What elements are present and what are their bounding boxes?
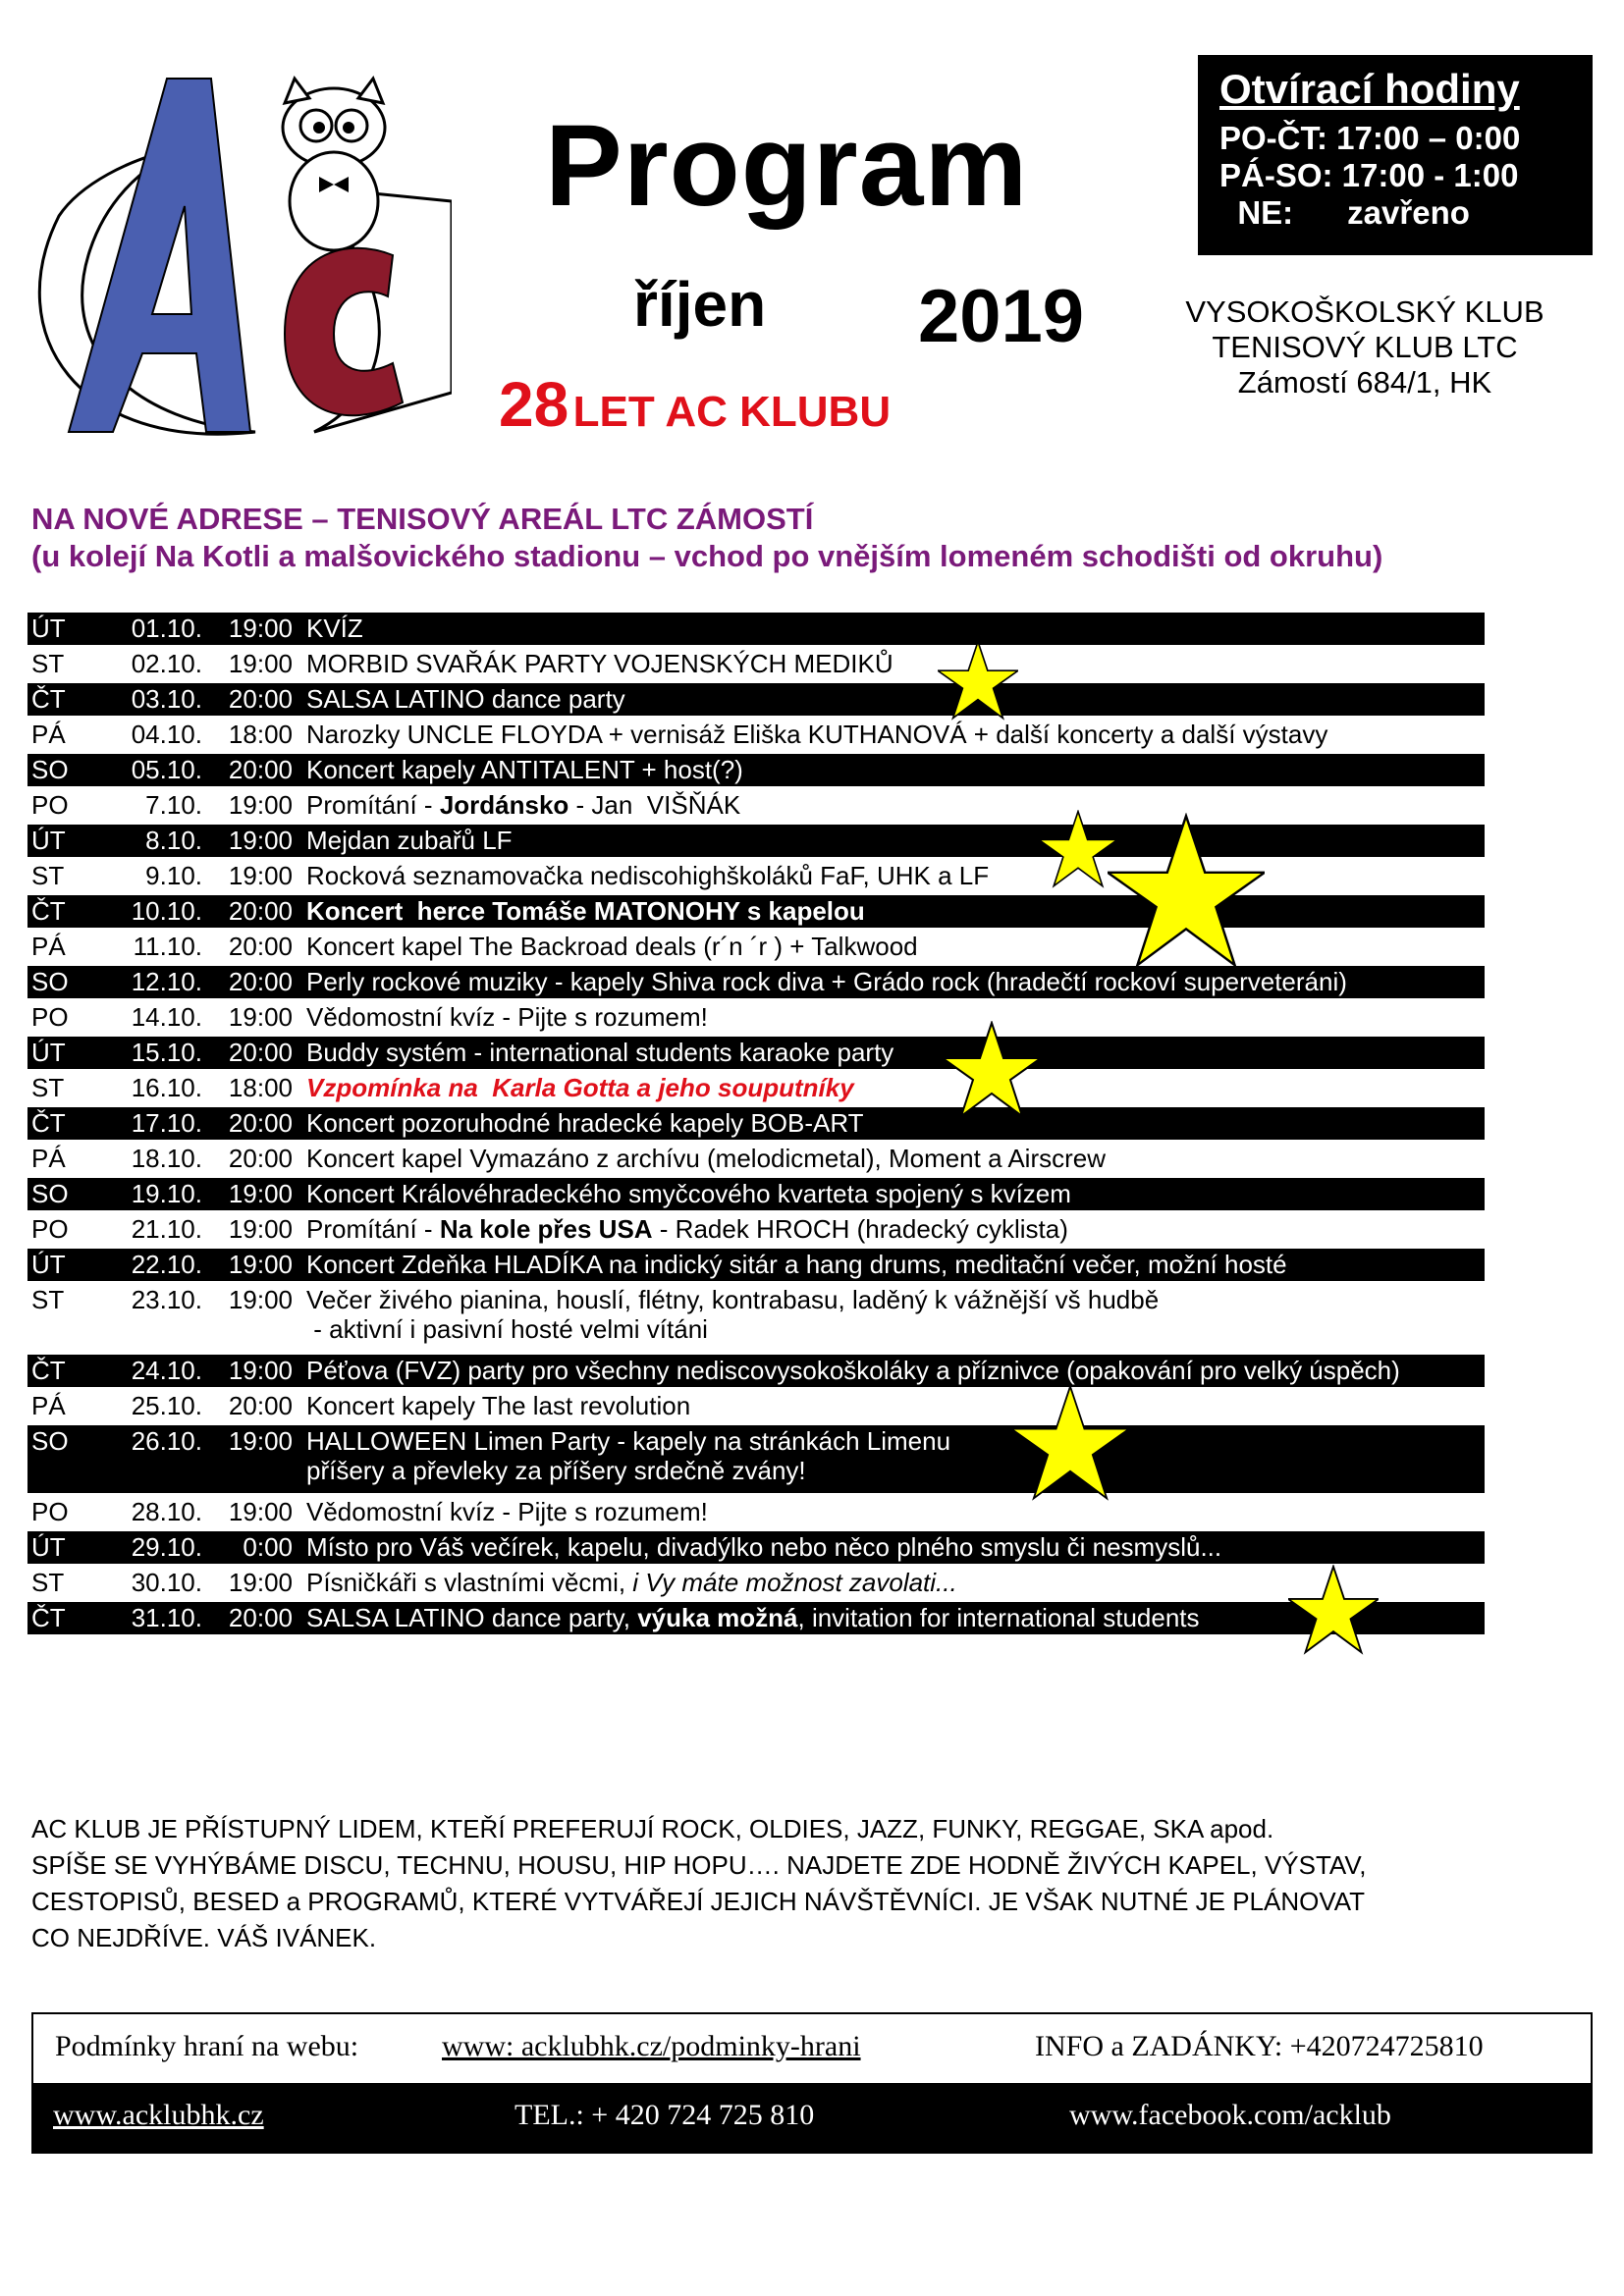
schedule-row bbox=[27, 1104, 1485, 1140]
row-time: 20:00 bbox=[228, 1108, 293, 1138]
row-event: Narozky UNCLE FLOYDA + vernisáž Eliška KUTHANOVÁ + další koncerty a další výstavy bbox=[306, 720, 1328, 749]
event-text: Promítání - bbox=[306, 790, 440, 820]
schedule-row bbox=[27, 1564, 1485, 1599]
row-event: Koncert kapel The Backroad deals (r´n ´r ) + Talkwood bbox=[306, 932, 918, 961]
star-icon bbox=[1288, 1565, 1379, 1655]
row-time: 19:00 bbox=[228, 614, 293, 643]
row-time: 19:00 bbox=[228, 649, 293, 678]
row-date: 9.10. bbox=[145, 861, 202, 890]
row-day: SO bbox=[31, 755, 69, 784]
row-day: SO bbox=[31, 1426, 69, 1456]
conditions-label: Podmínky hraní na webu: bbox=[55, 2030, 359, 2062]
hours-weekend: PÁ-SO: 17:00 - 1:00 bbox=[1219, 157, 1519, 193]
footer-box bbox=[31, 2012, 1593, 2154]
schedule-row bbox=[27, 998, 1485, 1034]
row-date: 7.10. bbox=[145, 790, 202, 820]
month-label: říjen bbox=[633, 269, 767, 340]
schedule-row bbox=[27, 1493, 1485, 1528]
schedule-row bbox=[27, 1210, 1485, 1246]
row-time: 19:00 bbox=[228, 861, 293, 890]
schedule-row bbox=[27, 1599, 1485, 1634]
schedule-row bbox=[27, 610, 1485, 645]
row-event: Vědomostní kvíz - Pijte s rozumem! bbox=[306, 1497, 708, 1526]
schedule-row bbox=[27, 822, 1485, 857]
website-link[interactable]: www.acklubhk.cz bbox=[53, 2099, 264, 2131]
conditions-link[interactable]: www: acklubhk.cz/podminky-hrani bbox=[442, 2030, 861, 2062]
row-day: PO bbox=[31, 790, 69, 820]
schedule-row bbox=[27, 1246, 1485, 1281]
row-event: Perly rockové muziky - kapely Shiva rock diva + Grádo rock (hradečtí rockoví superveteráni) bbox=[306, 967, 1347, 996]
row-day: ST bbox=[31, 1568, 65, 1597]
new-address-notice bbox=[31, 501, 1382, 575]
schedule-row bbox=[27, 1528, 1485, 1564]
row-day: PÁ bbox=[31, 1391, 66, 1420]
row-day: PÁ bbox=[31, 720, 66, 749]
event-text: Večer živého pianina, houslí, flétny, kontrabasu, laděný k vážnější vš hudbě bbox=[306, 1285, 1160, 1314]
club-line-2: TENISOVÝ KLUB LTC bbox=[1212, 330, 1518, 364]
row-day: PO bbox=[31, 1002, 69, 1032]
row-time: 19:00 bbox=[228, 1250, 293, 1279]
row-event: Koncert kapely ANTITALENT + host(?) bbox=[306, 755, 743, 784]
new-address-line-1: NA NOVÉ ADRESE – TENISOVÝ AREÁL LTC ZÁMOSTÍ bbox=[31, 502, 814, 536]
row-event: SALSA LATINO dance party bbox=[306, 684, 625, 714]
row-day: SO bbox=[31, 967, 69, 996]
row-date: 18.10. bbox=[131, 1144, 202, 1173]
row-date: 19.10. bbox=[131, 1179, 202, 1208]
ac-klub-logo bbox=[20, 39, 452, 452]
row-day: PO bbox=[31, 1214, 69, 1244]
row-day: SO bbox=[31, 1179, 69, 1208]
row-day: ÚT bbox=[31, 1250, 66, 1279]
event-schedule bbox=[27, 610, 1485, 1634]
row-event: Koncert Zdeňka HLADÍKA na indický sitár a hang drums, meditační večer, možní hosté bbox=[306, 1250, 1287, 1279]
about-line-1: AC KLUB JE PŘÍSTUPNÝ LIDEM, KTEŘÍ PREFERUJÍ ROCK, OLDIES, JAZZ, FUNKY, REGGAE, SKA apod. bbox=[31, 1814, 1274, 1843]
opening-hours-box bbox=[1198, 55, 1593, 255]
hours-sunday: NE: zavřeno bbox=[1219, 194, 1470, 231]
row-event: Vědomostní kvíz - Pijte s rozumem! bbox=[306, 1002, 708, 1032]
row-event: Místo pro Váš večírek, kapelu, divadýlko nebo něco plného smyslu či nesmyslů... bbox=[306, 1532, 1222, 1562]
row-day: ČT bbox=[31, 684, 66, 714]
row-event: Vzpomínka na Karla Gotta a jeho souputníky bbox=[306, 1073, 854, 1102]
club-line-3: Zámostí 684/1, HK bbox=[1237, 365, 1492, 400]
opening-hours-title: Otvírací hodiny bbox=[1219, 66, 1520, 112]
row-day: ČT bbox=[31, 1603, 66, 1632]
row-time: 18:00 bbox=[228, 1073, 293, 1102]
row-event bbox=[293, 1281, 1159, 1344]
row-date: 24.10. bbox=[131, 1356, 202, 1385]
schedule-row bbox=[27, 786, 1485, 822]
row-time: 19:00 bbox=[228, 1002, 293, 1032]
row-event: Mejdan zubařů LF bbox=[306, 826, 513, 855]
row-time: 19:00 bbox=[228, 790, 293, 820]
schedule-row bbox=[27, 1034, 1485, 1069]
row-time: 19:00 bbox=[228, 826, 293, 855]
row-day: ST bbox=[31, 1073, 65, 1102]
facebook-link[interactable]: www.facebook.com/acklub bbox=[1069, 2099, 1391, 2131]
info-contact: INFO a ZADÁNKY: +420724725810 bbox=[1035, 2030, 1484, 2062]
row-date: 11.10. bbox=[133, 932, 202, 961]
event-highlight: Jordánsko bbox=[439, 790, 569, 820]
star-icon bbox=[938, 640, 1018, 721]
row-date: 23.10. bbox=[131, 1285, 202, 1314]
page-title: Program bbox=[545, 101, 1029, 231]
row-event bbox=[293, 1422, 950, 1485]
event-text: HALLOWEEN Limen Party - kapely na stránkách Limenu bbox=[306, 1426, 951, 1456]
row-date: 12.10. bbox=[131, 967, 202, 996]
row-date: 29.10. bbox=[131, 1532, 202, 1562]
row-time: 0:00 bbox=[243, 1532, 293, 1562]
row-day: ST bbox=[31, 649, 65, 678]
event-text: - Radek HROCH (hradecký cyklista) bbox=[652, 1214, 1068, 1244]
row-event bbox=[293, 1599, 1200, 1632]
club-description bbox=[31, 1811, 1563, 1956]
footer-bottom-row bbox=[33, 2083, 1591, 2154]
row-date: 8.10. bbox=[145, 826, 202, 855]
row-time: 18:00 bbox=[228, 720, 293, 749]
about-line-2: SPÍŠE SE VYHÝBÁME DISCU, TECHNU, HOUSU, HIP HOPU…. NAJDETE ZDE HODNĚ ŽIVÝCH KAPEL, VÝSTAV, bbox=[31, 1850, 1367, 1880]
row-date: 04.10. bbox=[131, 720, 202, 749]
row-time: 19:00 bbox=[228, 1497, 293, 1526]
row-day: ÚT bbox=[31, 826, 66, 855]
row-time: 19:00 bbox=[228, 1356, 293, 1385]
row-time: 20:00 bbox=[228, 1144, 293, 1173]
event-highlight: Na kole přes USA bbox=[439, 1214, 653, 1244]
row-date: 28.10. bbox=[131, 1497, 202, 1526]
new-address-line-2: (u kolejí Na Kotli a malšovického stadionu – vchod po vnějším lomeném schodišti od okruhu) bbox=[31, 539, 1383, 573]
event-text-line-2: - aktivní i pasivní hosté velmi vítáni bbox=[306, 1314, 708, 1344]
row-time: 19:00 bbox=[228, 1568, 293, 1597]
row-date: 15.10. bbox=[131, 1038, 202, 1067]
telephone: TEL.: + 420 724 725 810 bbox=[514, 2099, 815, 2131]
row-date: 14.10. bbox=[131, 1002, 202, 1032]
row-time: 19:00 bbox=[228, 1285, 293, 1314]
row-event bbox=[293, 786, 740, 820]
footer-top-row bbox=[33, 2014, 1591, 2077]
row-event: Péťova (FVZ) party pro všechny nediscovysokoškoláky a příznivce (opakování pro velký úspěch) bbox=[306, 1356, 1400, 1385]
row-date: 30.10. bbox=[131, 1568, 202, 1597]
row-time: 19:00 bbox=[228, 1214, 293, 1244]
row-date: 16.10. bbox=[131, 1073, 202, 1102]
club-address bbox=[1159, 294, 1571, 400]
event-text: - Jan VIŠŇÁK bbox=[568, 790, 741, 820]
row-day: ST bbox=[31, 861, 65, 890]
event-text: Písničkáři s vlastními věcmi, bbox=[306, 1568, 633, 1597]
event-text: Promítání - bbox=[306, 1214, 440, 1244]
star-icon bbox=[943, 1021, 1041, 1119]
event-text-line-2: příšery a převleky za příšery srdečně zvány! bbox=[306, 1456, 806, 1485]
row-time: 19:00 bbox=[228, 1426, 293, 1456]
row-date: 10.10. bbox=[131, 896, 202, 926]
row-event: MORBID SVAŘÁK PARTY VOJENSKÝCH MEDIKŮ bbox=[306, 649, 893, 678]
year-label: 2019 bbox=[918, 275, 1085, 358]
row-day: ČT bbox=[31, 896, 66, 926]
row-date: 25.10. bbox=[131, 1391, 202, 1420]
row-day: ČT bbox=[31, 1108, 66, 1138]
row-date: 26.10. bbox=[131, 1426, 202, 1456]
row-time: 19:00 bbox=[228, 1179, 293, 1208]
row-date: 17.10. bbox=[131, 1108, 202, 1138]
row-day: PÁ bbox=[31, 932, 66, 961]
row-date: 31.10. bbox=[131, 1603, 202, 1632]
row-date: 02.10. bbox=[131, 649, 202, 678]
schedule-row bbox=[27, 716, 1485, 751]
about-line-3: CESTOPISŮ, BESED a PROGRAMŮ, KTERÉ VYTVÁŘEJÍ JEJICH NÁVŠTĚVNÍCI. JE VŠAK NUTNÉ JE PLÁNOVAT bbox=[31, 1887, 1366, 1916]
schedule-row bbox=[27, 928, 1485, 963]
row-date: 21.10. bbox=[131, 1214, 202, 1244]
schedule-row bbox=[27, 1140, 1485, 1175]
row-event bbox=[293, 1564, 957, 1597]
row-event: Rocková seznamovačka nediscohighškoláků FaF, UHK a LF bbox=[306, 861, 990, 890]
anniversary-number: 28 bbox=[499, 369, 569, 440]
row-date: 01.10. bbox=[131, 614, 202, 643]
row-date: 03.10. bbox=[131, 684, 202, 714]
schedule-row bbox=[27, 857, 1485, 892]
row-time: 20:00 bbox=[228, 1391, 293, 1420]
row-event: Buddy systém - international students karaoke party bbox=[306, 1038, 894, 1067]
row-day: ST bbox=[31, 1285, 65, 1314]
anniversary-label bbox=[499, 369, 892, 440]
event-highlight: výuka možná bbox=[637, 1603, 798, 1632]
row-day: ÚT bbox=[31, 1532, 66, 1562]
row-time: 20:00 bbox=[228, 1603, 293, 1632]
schedule-row bbox=[27, 751, 1485, 786]
row-time: 20:00 bbox=[228, 967, 293, 996]
row-day: PO bbox=[31, 1497, 69, 1526]
row-day: PÁ bbox=[31, 1144, 66, 1173]
schedule-row bbox=[27, 1069, 1485, 1104]
hours-weekday: PO-ČT: 17:00 – 0:00 bbox=[1219, 120, 1521, 156]
row-day: ÚT bbox=[31, 614, 66, 643]
row-time: 20:00 bbox=[228, 896, 293, 926]
anniversary-text: LET AC KLUBU bbox=[572, 388, 892, 436]
row-time: 20:00 bbox=[228, 1038, 293, 1067]
row-date: 05.10. bbox=[131, 755, 202, 784]
schedule-row bbox=[27, 1175, 1485, 1210]
row-day: ČT bbox=[31, 1356, 66, 1385]
club-line-1: VYSOKOŠKOLSKÝ KLUB bbox=[1185, 294, 1544, 329]
row-event: KVÍZ bbox=[306, 614, 363, 643]
schedule-row bbox=[27, 1281, 1485, 1352]
row-event: Koncert herce Tomáše MATONOHY s kapelou bbox=[306, 896, 865, 926]
row-time: 20:00 bbox=[228, 932, 293, 961]
event-text: SALSA LATINO dance party, bbox=[306, 1603, 638, 1632]
row-date: 22.10. bbox=[131, 1250, 202, 1279]
row-time: 20:00 bbox=[228, 755, 293, 784]
schedule-row bbox=[27, 1352, 1485, 1387]
row-time: 20:00 bbox=[228, 684, 293, 714]
star-icon bbox=[1108, 813, 1265, 970]
schedule-row bbox=[27, 963, 1485, 998]
schedule-row bbox=[27, 1422, 1485, 1493]
schedule-row bbox=[27, 680, 1485, 716]
row-event: Koncert kapely The last revolution bbox=[306, 1391, 691, 1420]
schedule-row bbox=[27, 1387, 1485, 1422]
star-icon bbox=[1039, 810, 1117, 888]
row-event: Koncert kapel Vymazáno z archívu (melodicmetal), Moment a Airscrew bbox=[306, 1144, 1107, 1173]
schedule-row bbox=[27, 892, 1485, 928]
event-italic: i Vy máte možnost zavolati... bbox=[632, 1568, 957, 1597]
event-text: , invitation for international students bbox=[797, 1603, 1200, 1632]
row-event: Koncert pozoruhodné hradecké kapely BOB-ART bbox=[306, 1108, 864, 1138]
schedule-row bbox=[27, 645, 1485, 680]
about-line-4: CO NEJDŘÍVE. VÁŠ IVÁNEK. bbox=[31, 1923, 377, 1952]
row-event bbox=[293, 1210, 1068, 1244]
row-day: ÚT bbox=[31, 1038, 66, 1067]
star-icon bbox=[1011, 1384, 1129, 1502]
row-event: Koncert Královéhradeckého smyčcového kvarteta spojený s kvízem bbox=[306, 1179, 1071, 1208]
